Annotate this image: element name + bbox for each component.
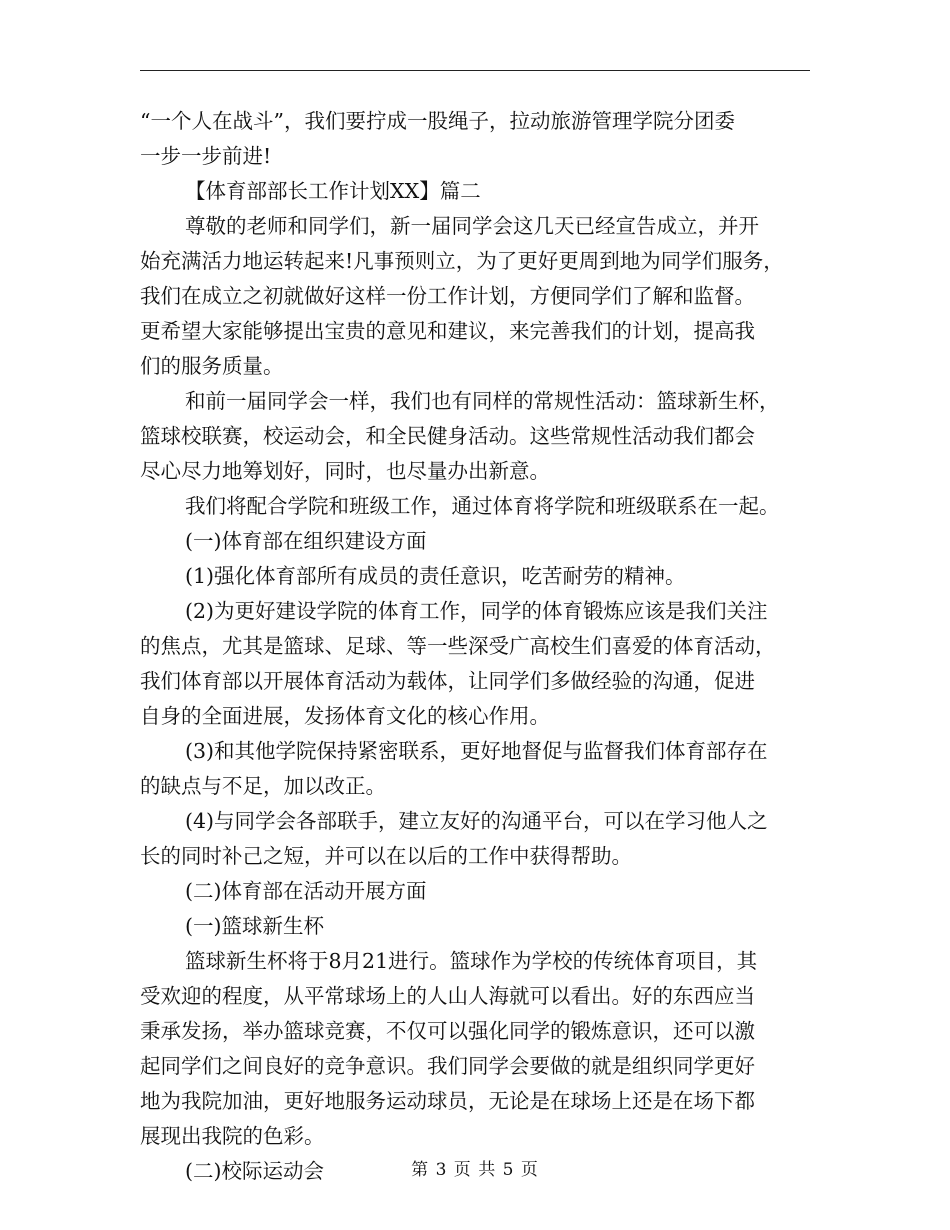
text-line: 始充满活力地运转起来!凡事预则立，为了更好更周到地为同学们服务， bbox=[140, 249, 784, 273]
text-line: (一)体育部在组织建设方面 bbox=[185, 529, 427, 553]
text-line: 长的同时补己之短，并可以在以后的工作中获得帮助。 bbox=[140, 844, 632, 868]
text-line: (二)体育部在活动开展方面 bbox=[185, 879, 427, 903]
text-line: 一步一步前进! bbox=[140, 144, 272, 168]
text-line: 尊敬的老师和同学们，新一届同学会这几天已经宣告成立，并开 bbox=[185, 214, 759, 238]
text-line: (一)篮球新生杯 bbox=[185, 914, 324, 938]
text-line: 尽心尽力地筹划好，同时，也尽量办出新意。 bbox=[140, 459, 550, 483]
text-line: 受欢迎的程度，从平常球场上的人山人海就可以看出。好的东西应当 bbox=[140, 984, 755, 1008]
text-line: 的焦点，尤其是篮球、足球、等一些深受广高校生们喜爱的体育活动， bbox=[140, 634, 776, 658]
text-line: (1)强化体育部所有成员的责任意识，吃苦耐劳的精神。 bbox=[185, 564, 686, 588]
header-rule bbox=[140, 70, 810, 71]
text-line: (4)与同学会各部联手，建立友好的沟通平台，可以在学习他人之 bbox=[185, 809, 768, 833]
text-line: 和前一届同学会一样，我们也有同样的常规性活动：篮球新生杯， bbox=[185, 389, 780, 413]
text-line: 起同学们之间良好的竞争意识。我们同学会要做的就是组织同学更好 bbox=[140, 1054, 755, 1078]
text-line: 篮球校联赛，校运动会，和全民健身活动。这些常规性活动我们都会 bbox=[140, 424, 755, 448]
text-line: 地为我院加油，更好地服务运动球员，无论是在球场上还是在场下都 bbox=[140, 1089, 755, 1113]
text-line: 自身的全面进展，发扬体育文化的核心作用。 bbox=[140, 704, 550, 728]
text-line: 秉承发扬，举办篮球竞赛，不仅可以强化同学的锻炼意识，还可以激 bbox=[140, 1019, 755, 1043]
text-line: 展现出我院的色彩。 bbox=[140, 1124, 325, 1148]
text-line: 篮球新生杯将于8月21进行。篮球作为学校的传统体育项目，其 bbox=[185, 949, 758, 973]
text-line: (3)和其他学院保持紧密联系，更好地督促与监督我们体育部存在 bbox=[185, 739, 768, 763]
page-number: 第 3 页 共 5 页 bbox=[411, 1160, 539, 1180]
text-line: 我们在成立之初就做好这样一份工作计划，方便同学们了解和监督。 bbox=[140, 284, 755, 308]
text-line: “一个人在战斗”，我们要拧成一股绳子，拉动旅游管理学院分团委 bbox=[140, 109, 735, 133]
text-line: 的缺点与不足，加以改正。 bbox=[140, 774, 386, 798]
text-line: 我们将配合学院和班级工作，通过体育将学院和班级联系在一起。 bbox=[185, 494, 780, 518]
text-line: (二)校际运动会 bbox=[185, 1159, 324, 1183]
text-line: (2)为更好建设学院的体育工作，同学的体育锻炼应该是我们关注 bbox=[185, 599, 768, 623]
text-line: 们的服务质量。 bbox=[140, 354, 284, 378]
text-line: 我们体育部以开展体育活动为载体，让同学们多做经验的沟通，促进 bbox=[140, 669, 755, 693]
text-line: 【体育部部长工作计划XX】篇二 bbox=[185, 179, 481, 203]
document-body bbox=[140, 104, 812, 1189]
text-line: 更希望大家能够提出宝贵的意见和建议，来完善我们的计划，提高我 bbox=[140, 319, 755, 343]
